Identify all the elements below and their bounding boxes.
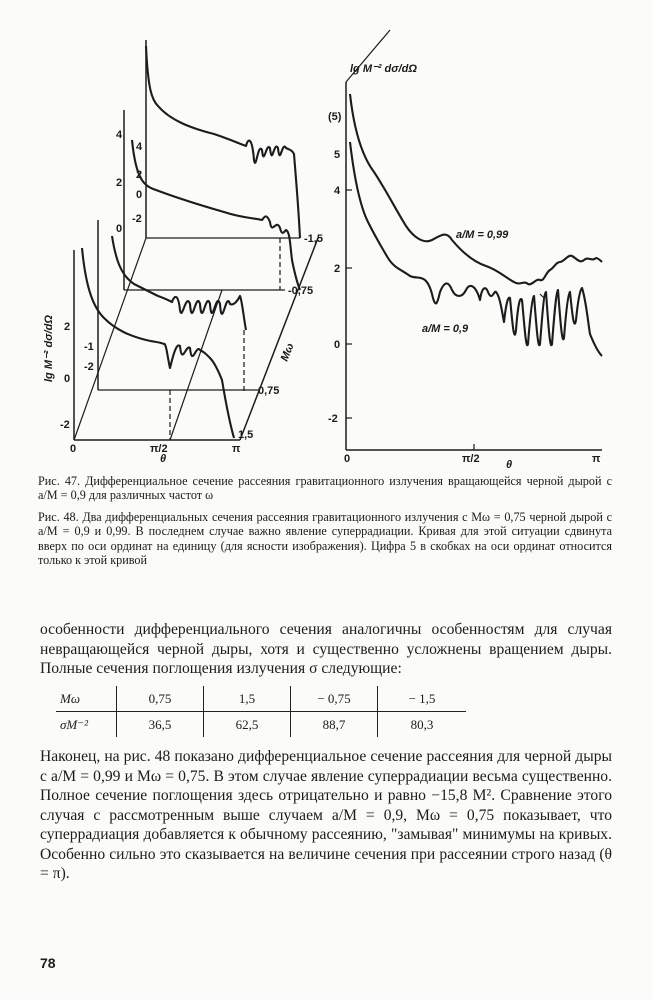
rx-tick-0: 0 <box>344 453 351 465</box>
y-p1-neg1: -1 <box>84 341 94 353</box>
table-cell: − 1,5 <box>378 686 467 712</box>
y-p3-0: 0 <box>136 189 143 201</box>
ry-tick-0: 0 <box>334 339 341 351</box>
xlabel-right: θ <box>506 459 513 470</box>
figure-47 <box>43 40 323 465</box>
row-header-sigma: σM⁻² <box>56 712 117 738</box>
caption-fig47: Рис. 47. Дифференциальное сечение рассеяния гравитационного излучения вращающейся черной дырой с a/M = 0,9 для различных частот ω <box>38 474 612 503</box>
depth-tick-neg0-75: -0,75 <box>288 285 314 297</box>
ry-tick-2: 2 <box>334 263 341 275</box>
y-p2-4: 4 <box>116 129 123 141</box>
y-p3-2: 2 <box>136 169 143 181</box>
table-cell: 1,5 <box>204 686 291 712</box>
y-front-2: 2 <box>64 321 71 333</box>
table-cell: 62,5 <box>204 712 291 738</box>
table-cell: − 0,75 <box>291 686 378 712</box>
table-cell: 80,3 <box>410 717 434 732</box>
depth-tick-1-5: 1,5 <box>238 429 254 441</box>
ry-tick-5-paren: (5) <box>328 111 342 123</box>
page-number: 78 <box>40 955 56 971</box>
row-header-mw: Mω <box>56 686 117 712</box>
ry-tick-neg2: -2 <box>328 413 338 425</box>
paragraph-2: Наконец, на рис. 48 показано дифференциальное сечение рассеяния для черной дыры с a/M = 0,99 и Mω = 0,75. В этом случае явление суперрадиации весьма существенно. Полное сечение поглощения здесь отрицательно и равно −15,8 M². Сравнение этого случая с рассмотренным выше случаем a/M = 0,9, Mω = 0,75 показывает, что суперрадиация добавляется к обычному рассеянию, "замывая" минимумы на кривых. Особенно сильно это сказывается на величине сечения при рассеянии строго назад (θ = π). <box>40 748 612 882</box>
dot-marker <box>540 294 544 298</box>
y-p2-2: 2 <box>116 177 123 189</box>
xlabel-left: θ <box>160 453 167 465</box>
table-cell: 36,5 <box>117 712 204 738</box>
table-cell: 0,75 <box>117 686 204 712</box>
y-p3-neg2: -2 <box>132 213 142 225</box>
curve-mw-0-75 <box>112 236 246 330</box>
table-row <box>56 712 466 738</box>
paragraph-1: особенности дифференциального сечения аналогичны особенностям для случая невращающейся черной дыры, хотя и существенно усложнены вращением дыры. Полные сечения поглощения излучения σ следующие: <box>40 621 612 677</box>
figure-48 <box>328 30 602 470</box>
y-p2-0: 0 <box>116 223 123 235</box>
label-aM-0-99: a/M = 0,99 <box>456 229 509 241</box>
ry-tick-5: 5 <box>334 149 341 161</box>
depth-label: Mω <box>278 341 297 364</box>
absorption-table <box>56 686 466 737</box>
x-tick-0: 0 <box>70 443 77 455</box>
ry-tick-4: 4 <box>334 185 341 197</box>
x-tick-pi-half: π/2 <box>150 443 168 455</box>
table-cell: 88,7 <box>291 712 378 738</box>
caption-fig48: Рис. 48. Два дифференциальных сечения рассеяния гравитационного излучения с Mω = 0,75 черной дырой с a/M = 0,9 и 0,99. В последнем случае важно явление суперрадиации. Кривая для этой ситуации сдвинута вверх по оси ординат на единицу (для ясности изображения). Цифра 5 в скобках на оси ординат относится только к этой кривой <box>38 510 612 568</box>
ylabel-left: lg M⁻² dσ/dΩ <box>43 315 55 382</box>
curve-mw-minus-1-5 <box>146 46 300 238</box>
depth-axis <box>240 238 318 440</box>
x-tick-pi: π <box>232 443 241 455</box>
curve-mw-minus-0-75 <box>132 140 300 290</box>
depth-tick-0-75: 0,75 <box>258 385 280 397</box>
table-row <box>56 686 466 712</box>
ylabel-right: lg M⁻² dσ/dΩ <box>350 63 417 75</box>
y-front-neg2: -2 <box>60 419 70 431</box>
figures-area <box>0 0 652 470</box>
rx-tick-pi: π <box>592 453 601 465</box>
curve-aM-0-9 <box>350 142 602 356</box>
depth-tick-neg1-5: -1,5 <box>304 233 323 245</box>
curve-mw-1-5 <box>82 248 234 438</box>
label-aM-0-9: a/M = 0,9 <box>422 323 469 335</box>
y-p1-neg2: -2 <box>84 361 94 373</box>
y-p3-4: 4 <box>136 141 143 153</box>
y-front-0: 0 <box>64 373 71 385</box>
rx-tick-pi-half: π/2 <box>462 453 480 465</box>
